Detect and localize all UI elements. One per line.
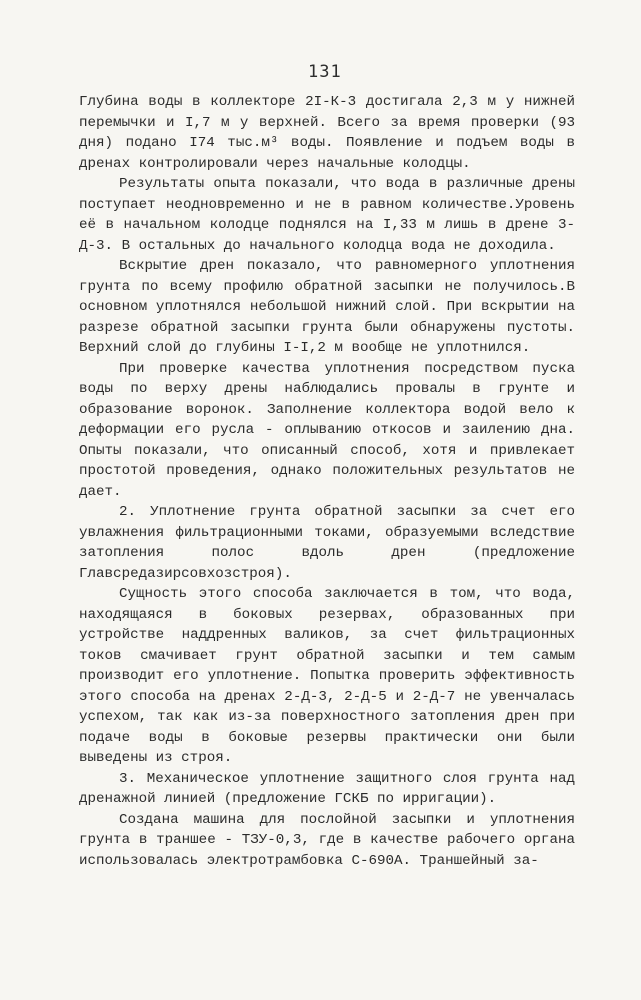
paragraph-3: Вскрытие дрен показало, что равномерного уплотнения грунта по всему профилю обратной засыпки не получилось.В основном уплотнялся небольшой нижний слой. При вскрытии на разрезе обратной засыпки грунта были обнаружены пустоты. Верхний слой до глубины I-I,2 м вообще не уплотнился.	[79, 258, 575, 356]
document-body	[79, 92, 575, 871]
paragraph-2: Результаты опыта показали, что вода в различные дрены поступает неодновременно и не в равном количестве.Уровень её в начальном колодце поднялся на I,33 м лишь в дрене 3-Д-3. В остальных до начального колодца вода не доходила.	[79, 176, 575, 254]
paragraph-4: При проверке качества уплотнения посредством пуска воды по верху дрены наблюдались провалы в грунте и образование воронок. Заполнение коллектора водой вело к деформации его русла - оплыванию откосов и заилению дна. Опыты показали, что описанный способ, хотя и привлекает простотой проведения, однако положительных результатов не дает.	[79, 360, 575, 500]
paragraph-1: Глубина воды в коллекторе 2I-К-3 достигала 2,3 м у нижней перемычки и I,7 м у верхней. Всего за время проверки (93 дня) подано I74 тыс.м³ воды. Появление и подъем воды в дренах контролировали через начальные колодцы.	[79, 94, 575, 172]
paragraph-6: Сущность этого способа заключается в том, что вода, находящаяся в боковых резервах, образованных при устройстве наддренных валиков, за счет фильтрационных токов смачивает грунт обратной засыпки и тем самым производит его уплотнение. Попытка проверить эффективность этого способа на дренах 2-Д-3, 2-Д-5 и 2-Д-7 не увенчалась успехом, так как из-за поверхностного затопления дрен при подаче воды в боковые резервы практически они были выведены из строя.	[79, 586, 575, 766]
paragraph-7: 3. Механическое уплотнение защитного слоя грунта над дренажной линией (предложение ГСКБ по ирригации).	[79, 770, 575, 807]
paragraph-8: Создана машина для послойной засыпки и уплотнения грунта в траншее - ТЗУ-0,3, где в качестве рабочего органа использовалась электротрамбовка С-690А. Траншейный за-	[79, 811, 575, 869]
page-number: 131	[308, 62, 342, 82]
paragraph-5: 2. Уплотнение грунта обратной засыпки за счет его увлажнения фильтрационными токами, образуемыми вследствие затопления полос вдоль дрен (предложение Главсредазирсовхозстроя).	[79, 504, 575, 582]
